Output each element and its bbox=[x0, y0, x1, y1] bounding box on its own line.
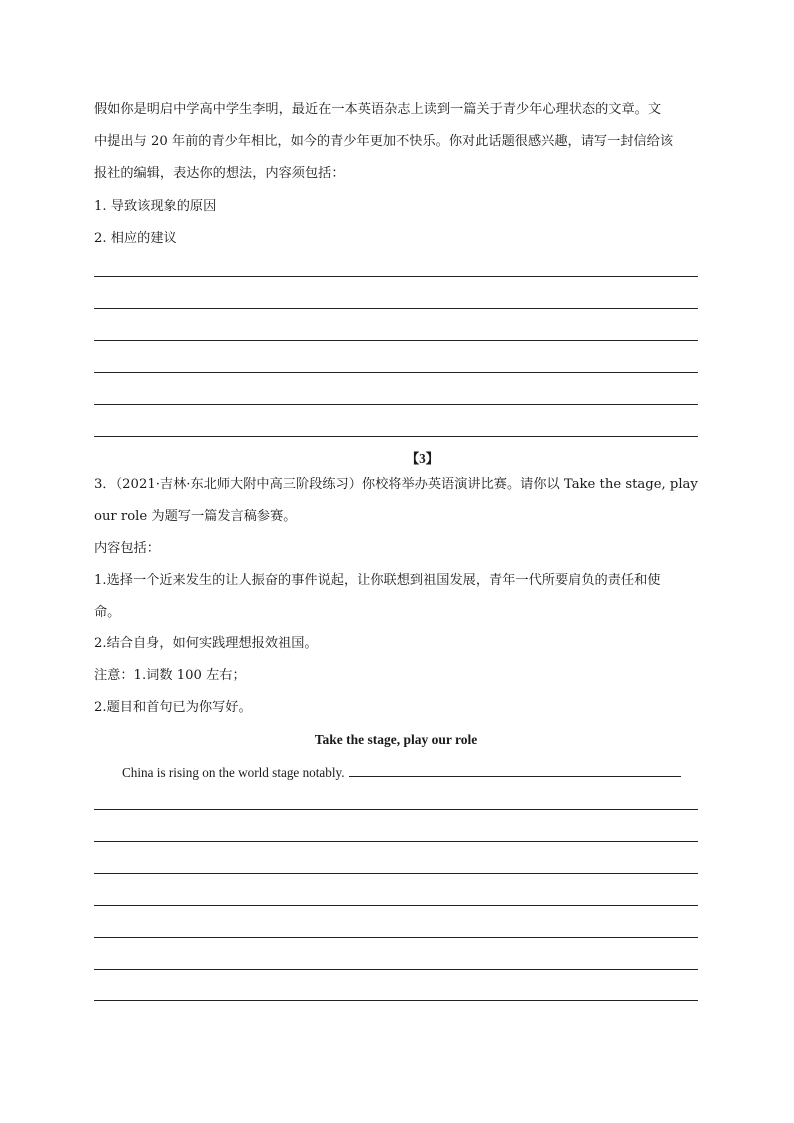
writing-line[interactable] bbox=[94, 404, 698, 405]
writing-line[interactable] bbox=[94, 809, 698, 810]
question-marker: 【3】 bbox=[406, 451, 439, 466]
writing-line[interactable] bbox=[94, 937, 698, 938]
q3-item-1-line-2: 命。 bbox=[94, 605, 121, 620]
writing-line[interactable] bbox=[94, 1000, 698, 1001]
q3-prompt-line-2: our role 为题写一篇发言稿参赛。 bbox=[94, 509, 297, 524]
q2-prompt-line-1: 假如你是明启中学高中学生李明，最近在一本英语杂志上读到一篇关于青少年心理状态的文章。文 bbox=[94, 102, 662, 117]
essay-title: Take the stage, play our role bbox=[314, 732, 478, 747]
first-sentence: China is rising on the world stage notably. bbox=[122, 765, 345, 780]
writing-line[interactable] bbox=[94, 841, 698, 842]
writing-line[interactable] bbox=[94, 969, 698, 970]
writing-line[interactable] bbox=[94, 372, 698, 373]
writing-line[interactable] bbox=[94, 905, 698, 906]
writing-line[interactable] bbox=[94, 873, 698, 874]
q3-note: 注意：1.词数 100 左右； bbox=[94, 668, 246, 683]
q2-point-2: 2. 相应的建议 bbox=[94, 231, 177, 246]
q2-prompt-line-2: 中提出与 20 年前的青少年相比，如今的青少年更加不快乐。你对此话题很感兴趣，请写一封信给该 bbox=[94, 134, 674, 149]
q3-note-2: 2.题目和首句已为你写好。 bbox=[94, 700, 252, 715]
q2-prompt-line-3: 报社的编辑，表达你的想法，内容须包括： bbox=[94, 166, 345, 181]
writing-line[interactable] bbox=[94, 276, 698, 277]
writing-line[interactable] bbox=[94, 340, 698, 341]
q3-item-1-line-1: 1.选择一个近来发生的让人振奋的事件说起，让你联想到祖国发展，青年一代所要肩负的责任和使 bbox=[94, 573, 661, 588]
writing-line[interactable] bbox=[94, 308, 698, 309]
q3-item-2: 2.结合自身，如何实践理想报效祖国。 bbox=[94, 636, 318, 651]
q3-content-label: 内容包括： bbox=[94, 541, 160, 556]
first-sentence-blank[interactable] bbox=[349, 762, 681, 777]
first-sentence-row bbox=[122, 762, 681, 783]
q3-prompt-line-1: 3．（2021·吉林·东北师大附中高三阶段练习）你校将举办英语演讲比赛。请你以 Take the stage, play bbox=[94, 477, 698, 492]
q2-point-1: 1. 导致该现象的原因 bbox=[94, 199, 217, 214]
writing-line[interactable] bbox=[94, 436, 698, 437]
